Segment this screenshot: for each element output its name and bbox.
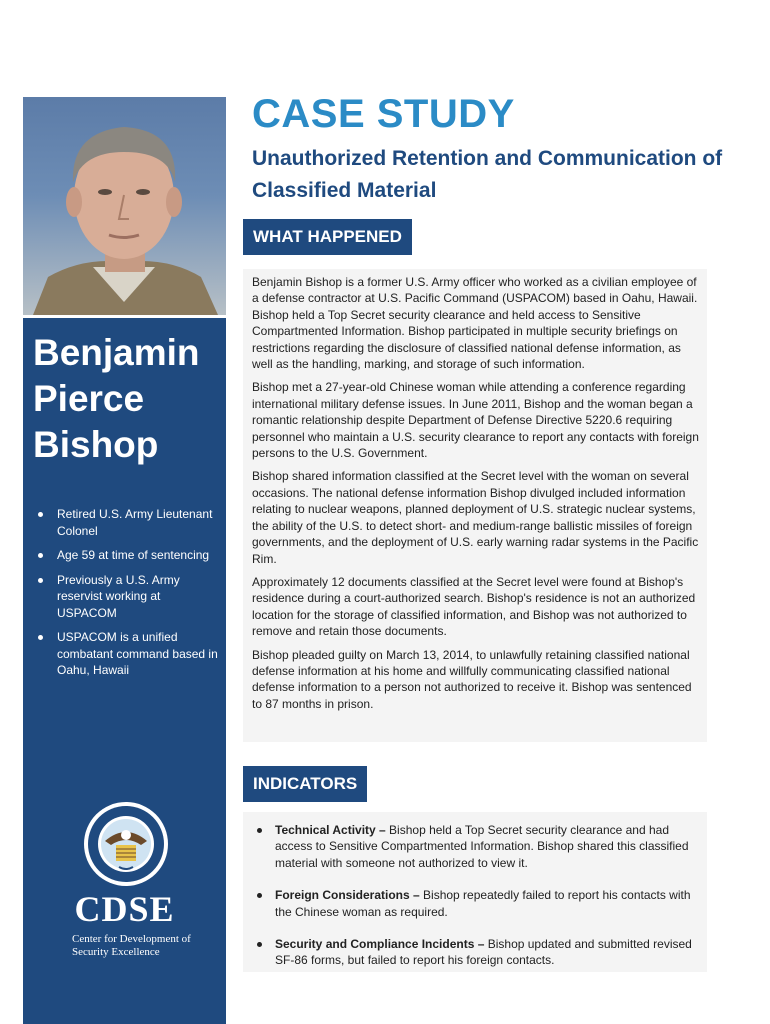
profile-photo xyxy=(23,97,226,315)
person-name: Benjamin Pierce Bishop xyxy=(33,332,200,465)
indicator-item xyxy=(252,936,697,969)
document-type: CASE STUDY xyxy=(252,92,515,136)
fact-item: USPACOM is a unified combatant command based in Oahu, Hawaii xyxy=(33,629,223,679)
org-full-name: Center for Development of Security Excellence xyxy=(72,933,191,958)
fact-item: Age 59 at time of sentencing xyxy=(33,547,223,564)
indicators-label: INDICATORS xyxy=(243,766,367,802)
paragraph: Bishop shared information classified at the Secret level with the woman on several occasions. The national defense information Bishop divulged included information relating to nuclear weapons, planned deployment of U.S. strategic nuclear systems, the ability of the U.S. to detect short- and medium-range ballistic missiles of foreign governments, and the deployment of U.S. early warning radar systems in the Pacific Rim. xyxy=(252,469,699,566)
indicator-item xyxy=(252,822,697,871)
indicator-title: Security and Compliance Incidents – xyxy=(275,937,485,952)
what-happened-panel xyxy=(243,269,707,742)
paragraph: Bishop pleaded guilty on March 13, 2014, to unlawfully retaining classified national defense information at his home and willfully communicating classified national defense information to a person not authorized to receive it. Bishop was sentenced to 87 months in prison. xyxy=(252,647,692,711)
portrait-image xyxy=(23,97,226,315)
indicator-text: Bishop held a Top Secret security clearance and had access to Sensitive Compartmented Information. Bishop shared this classified material with someone not authorized to view it. xyxy=(275,823,689,870)
fact-item: Retired U.S. Army Lieutenant Colonel xyxy=(33,506,223,539)
indicator-title: Foreign Considerations – xyxy=(275,888,420,903)
paragraph: Approximately 12 documents classified at the Secret level were found at Bishop's residence during a court-authorized search. Bishop's residence is not an authorized location for the storage of classified information, and Bishop was not authorized to remove and retain those documents. xyxy=(252,574,696,639)
dcsa-seal-icon xyxy=(83,801,169,887)
indicator-item xyxy=(252,887,697,920)
indicators-list xyxy=(243,812,707,969)
fact-item: Previously a U.S. Army reservist working at USPACOM xyxy=(33,572,223,622)
indicator-text: Bishop repeatedly failed to report his contacts with the Chinese woman as required. xyxy=(275,888,691,919)
indicator-title: Technical Activity – xyxy=(275,823,386,837)
indicator-text: Bishop updated and submitted revised SF-86 forms, but failed to report his foreign contacts. xyxy=(275,937,692,968)
indicators-panel xyxy=(243,812,707,972)
profile-sidebar xyxy=(23,318,226,1024)
org-abbreviation: CDSE xyxy=(74,889,175,929)
page-title: Unauthorized Retention and Communication of Classified Material xyxy=(252,147,723,201)
paragraph: Bishop met a 27-year-old Chinese woman while attending a conference regarding international military defense issues. In June 2011, Bishop and the woman began a romantic relationship despite Department of Defense Directive 5220.6 requiring personnel who maintain a U.S. security clearance to report any contacts with foreign persons to the U.S. Government. xyxy=(252,380,699,461)
paragraph: Benjamin Bishop is a former U.S. Army officer who worked as a civilian employee of a defense contractor at U.S. Pacific Command (USPACOM) based in Oahu, Hawaii. Bishop held a Top Secret security clearance and held access to Sensitive Compartmented Information. Bishop participated in multiple security briefings on restrictions regarding the disclosure of classified national defense information, as well as the handling, marking, and storage of such information. xyxy=(252,275,698,372)
profile-facts xyxy=(33,506,223,687)
what-happened-label: WHAT HAPPENED xyxy=(243,219,412,255)
